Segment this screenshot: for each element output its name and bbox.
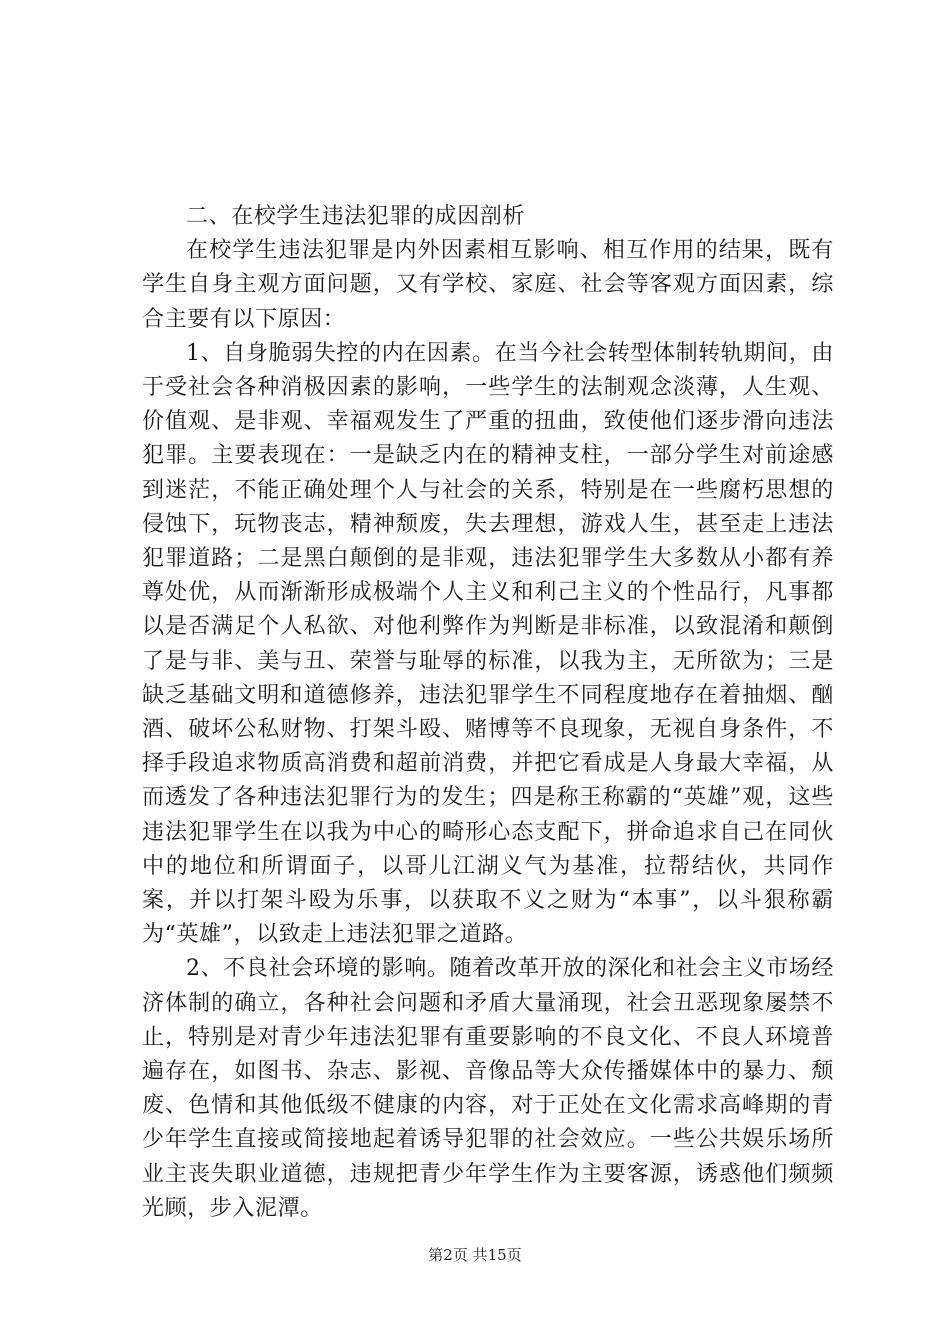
section-heading: 二、在校学生违法犯罪的成因剖析 [186,204,526,229]
paragraph-internal-factors: 1、自身脆弱失控的内在因素。在当今社会转型体制转轨期间，由于受社会各种消极因素的影响，一些学生的法制观念淡薄，人生观、价值观、是非观、幸福观发生了严重的扭曲，致使他们逐步滑向违法犯罪。主要表现在：一是缺乏内在的精神支柱，一部分学生对前途感到迷茫，不能正确处理个人与社会的关系，特别是在一些腐朽思想的侵蚀下，玩物丧志，精神颓废，失去理想，游戏人生，甚至走上违法犯罪道路；二是黑白颠倒的是非观，违法犯罪学生大多数从小都有养尊处优，从而渐渐形成极端个人主义和利己主义的个性品行，凡事都以是否满足个人私欲、对他利弊作为判断是非标准，以致混淆和颠倒了是与非、美与丑、荣誉与耻辱的标准，以我为主，无所欲为；三是缺乏基础文明和道德修养，违法犯罪学生不同程度地存在着抽烟、酗酒、破坏公私财物、打架斗殴、赌博等不良现象，无视自身条件，不择手段追求物质高消费和超前消费，并把它看成是人身最大幸福，从而透发了各种违法犯罪行为的发生；四是称王称霸的“英雄”观，这些违法犯罪学生在以我为中心的畸形心态支配下，拼命追求自己在同伙中的地位和所谓面子，以哥儿江湖义气为基准，拉帮结伙，共同作案，并以打架斗殴为乐事，以获取不义之财为“本事”，以斗狠称霸为“英雄”，以致走上违法犯罪之道路。 [142,340,834,948]
paragraph-social-environment: 2、不良社会环境的影响。随着改革开放的深化和社会主义市场经济体制的确立，各种社会问题和矛盾大量涌现，社会丑恶现象屡禁不止，特别是对青少年违法犯罪有重要影响的不良文化、不良人环境普遍存在，如图书、杂志、影视、音像品等大众传播媒体中的暴力、颓废、色情和其他低级不健康的内容，对于正处在文化需求高峰期的青少年学生直接或简接地起着诱导犯罪的社会效应。一些公共娱乐场所业主丧失职业道德，违规把青少年学生作为主要客源，诱惑他们频频光顾，步入泥潭。 [142,956,834,1221]
paragraph-intro: 在校学生违法犯罪是内外因素相互影响、相互作用的结果，既有学生自身主观方面问题，又有学校、家庭、社会等客观方面因素，综合主要有以下原因： [142,238,834,332]
document-body [142,200,834,1226]
page-number-footer: 第2页 共15页 [428,1246,522,1264]
